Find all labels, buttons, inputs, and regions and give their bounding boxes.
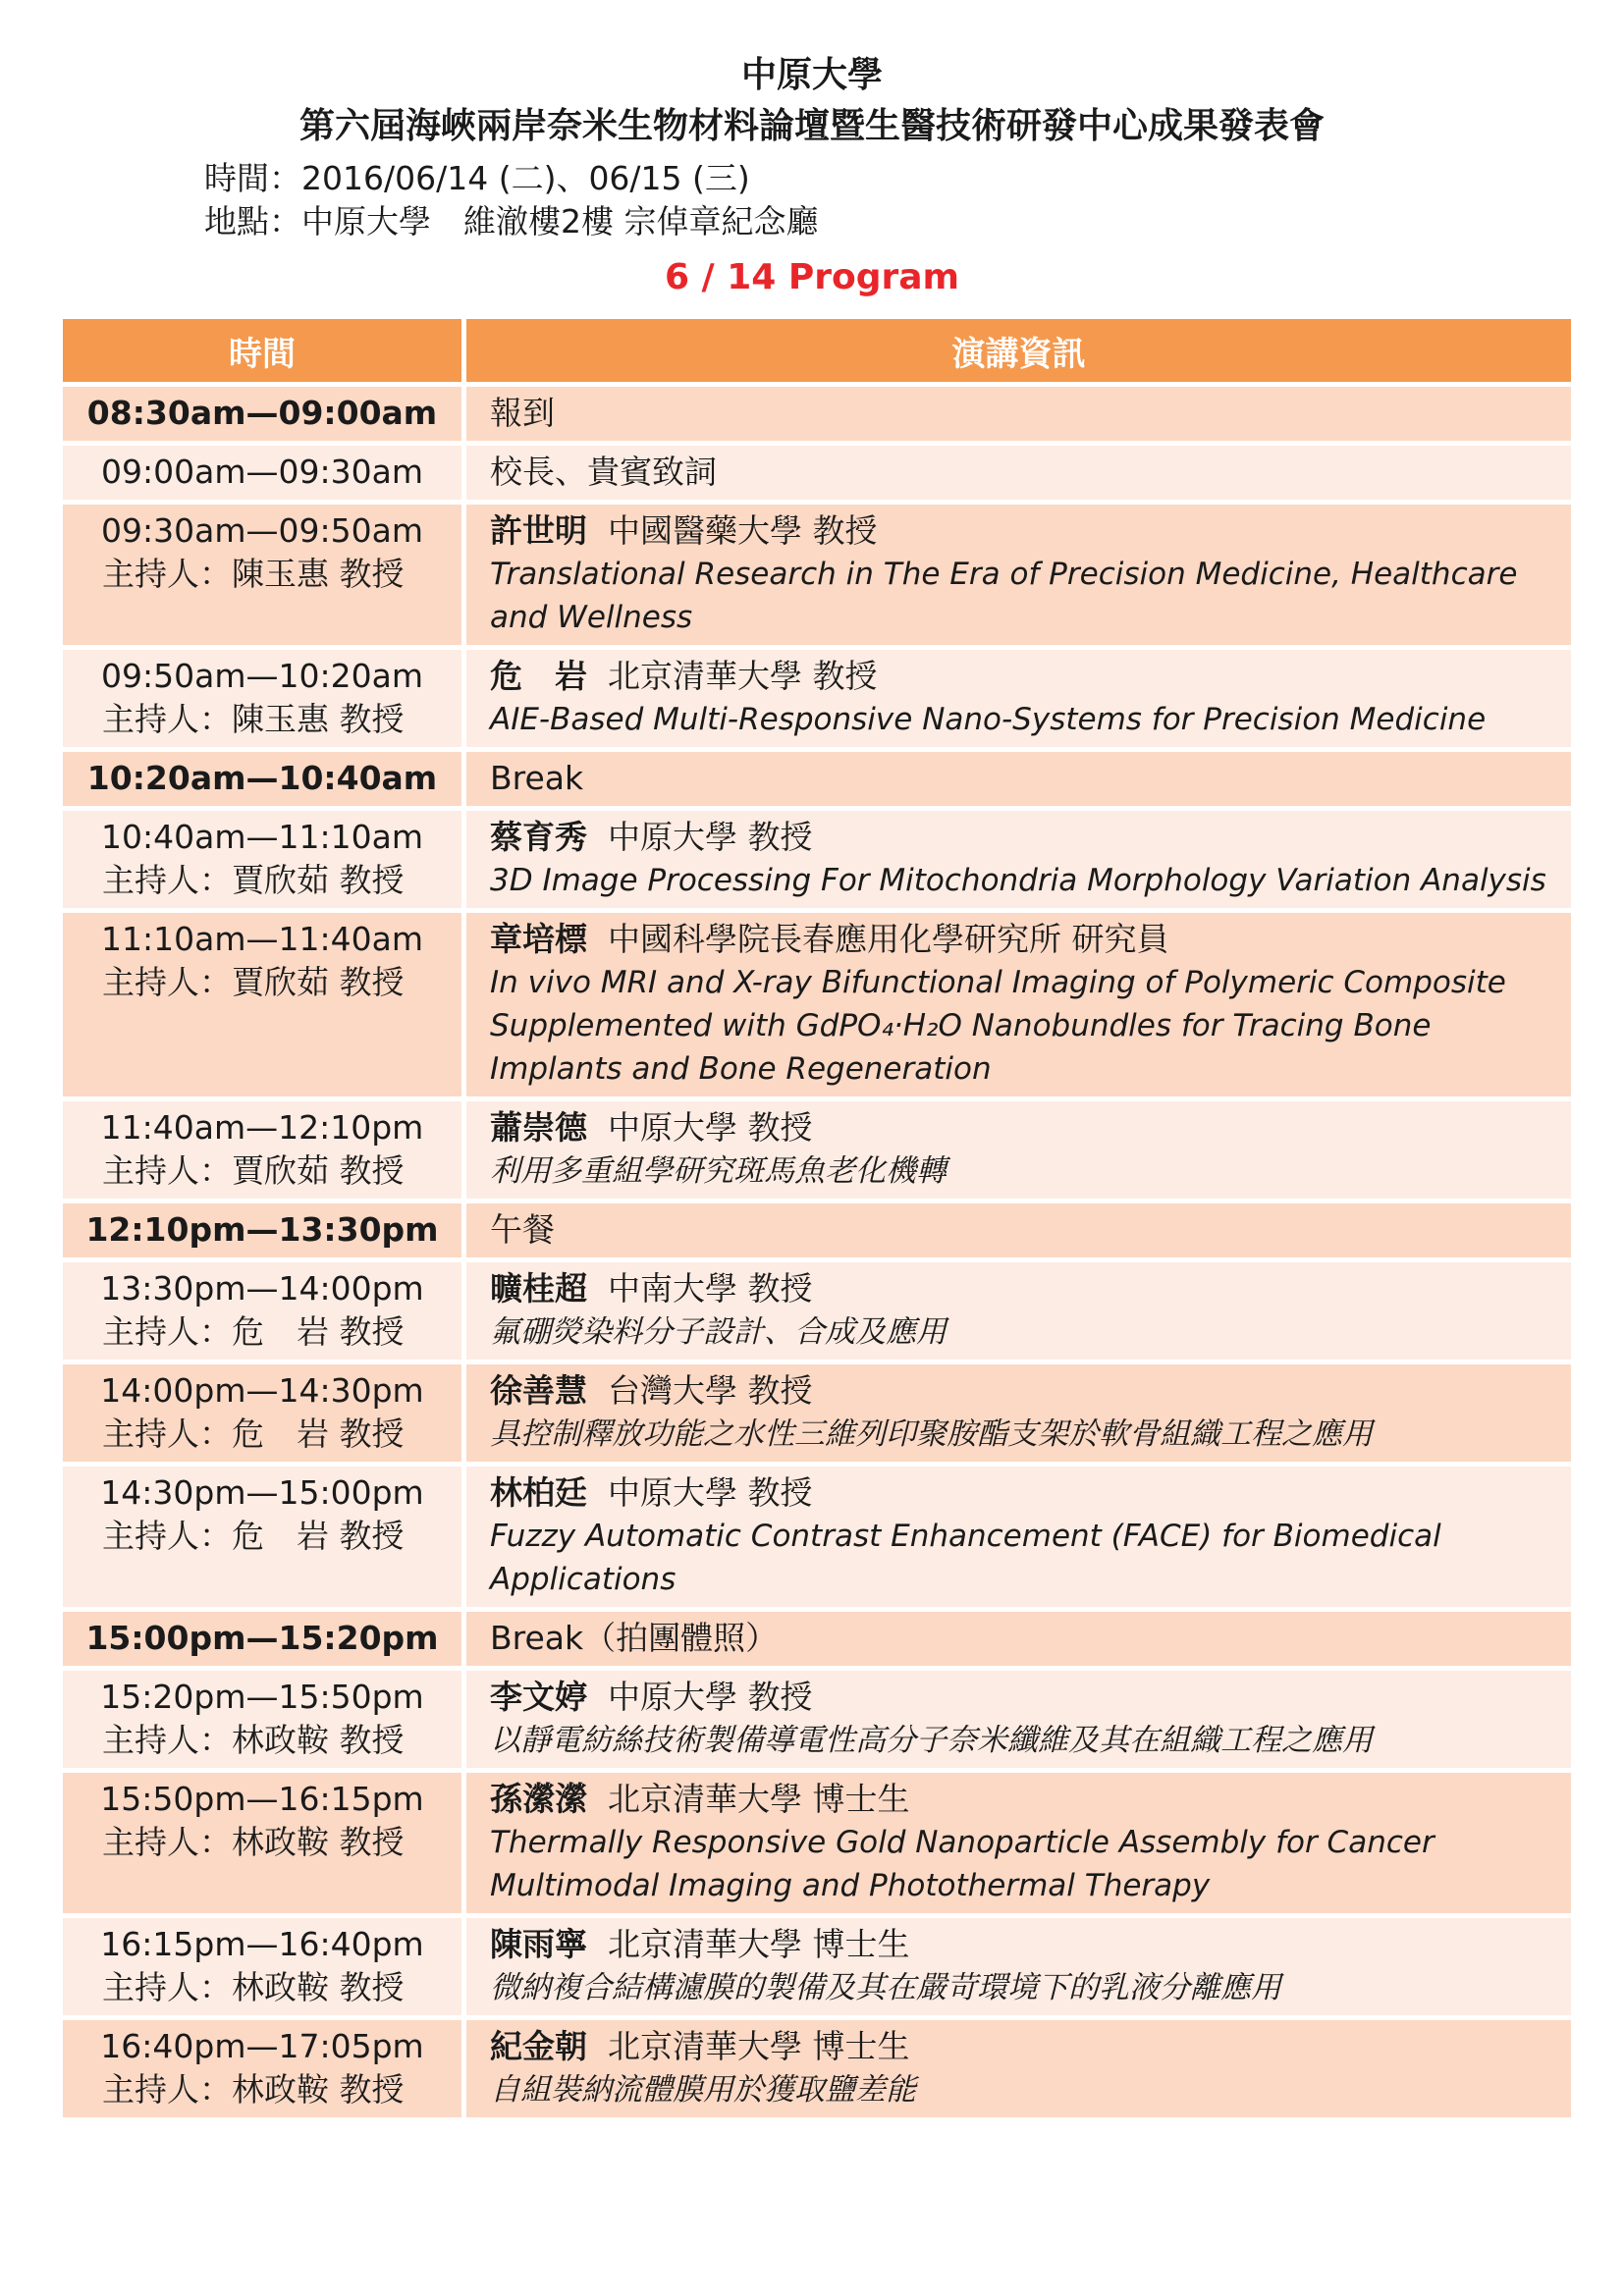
event-title: 第六屆海峽兩岸奈米生物材料論壇暨生醫技術研發中心成果發表會 bbox=[298, 106, 1325, 146]
table-row bbox=[63, 1467, 1571, 1607]
session-info: 午餐 bbox=[466, 1203, 1571, 1257]
talk-title: 3D Image Processing For Mitochondria Morphology Variation Analysis bbox=[490, 863, 1546, 898]
session-time-cell bbox=[63, 2020, 466, 2117]
session-info: 校長、貴賓致詞 bbox=[466, 446, 1571, 500]
talk-info bbox=[466, 1671, 1571, 1768]
talk-info bbox=[466, 811, 1571, 908]
talk-info bbox=[466, 1262, 1571, 1360]
speaker-affiliation: 中原大學 教授 bbox=[607, 1108, 813, 1147]
speaker-name: 紀金朝 bbox=[490, 2027, 587, 2065]
session-host: 主持人：林政鞍 教授 bbox=[102, 1721, 405, 1759]
table-header-row bbox=[63, 319, 1571, 382]
session-host: 主持人：賈欣茹 教授 bbox=[102, 861, 405, 899]
session-host: 主持人：危 岩 教授 bbox=[102, 1415, 405, 1453]
session-time: 14:30pm—15:00pm bbox=[100, 1473, 424, 1512]
talk-info bbox=[466, 913, 1571, 1096]
table-row bbox=[63, 650, 1571, 747]
table-row bbox=[63, 1612, 1571, 1666]
talk-info bbox=[466, 1364, 1571, 1462]
session-host: 主持人：危 岩 教授 bbox=[102, 1312, 405, 1351]
speaker-affiliation: 中南大學 教授 bbox=[607, 1269, 813, 1308]
speaker-affiliation: 中原大學 教授 bbox=[607, 1473, 813, 1512]
table-row bbox=[63, 505, 1571, 645]
speaker-affiliation: 中國科學院長春應用化學研究所 研究員 bbox=[607, 920, 1169, 958]
session-time-cell bbox=[63, 913, 466, 1096]
session-host: 主持人：危 岩 教授 bbox=[102, 1517, 405, 1555]
table-row bbox=[63, 1203, 1571, 1257]
session-host: 主持人：林政鞍 教授 bbox=[102, 2070, 405, 2109]
table-row bbox=[63, 387, 1571, 441]
talk-info bbox=[466, 505, 1571, 645]
session-time-cell bbox=[63, 1918, 466, 2015]
talk-title: In vivo MRI and X-ray Bifunctional Imaging of Polymeric Composite Supplemented with GdPO₄·H₂O Nanobundles for Tracing Bone Implants and Bone Regeneration bbox=[490, 965, 1506, 1087]
session-time-cell bbox=[63, 811, 466, 908]
talk-info bbox=[466, 650, 1571, 747]
university-title: 中原大學 bbox=[740, 55, 883, 95]
session-time: 16:15pm—16:40pm bbox=[100, 1925, 424, 1963]
session-time: 15:50pm—16:15pm bbox=[100, 1780, 424, 1818]
talk-title: Fuzzy Automatic Contrast Enhancement (FACE) for Biomedical Applications bbox=[490, 1519, 1441, 1597]
session-time: 16:40pm—17:05pm bbox=[100, 2027, 424, 2065]
talk-info bbox=[466, 1101, 1571, 1199]
talk-title: Thermally Responsive Gold Nanoparticle Assembly for Cancer Multimodal Imaging and Photothermal Therapy bbox=[490, 1825, 1435, 1903]
session-time: 09:00am—09:30am bbox=[63, 446, 466, 500]
speaker-affiliation: 中原大學 教授 bbox=[607, 1678, 813, 1716]
session-time: 11:40am—12:10pm bbox=[100, 1108, 424, 1147]
speaker-affiliation: 北京清華大學 博士生 bbox=[607, 1780, 910, 1818]
session-info: 報到 bbox=[466, 387, 1571, 441]
speaker-name: 徐善慧 bbox=[490, 1371, 587, 1410]
session-time-cell bbox=[63, 1773, 466, 1913]
table-row bbox=[63, 2020, 1571, 2117]
session-host: 主持人：林政鞍 教授 bbox=[102, 1968, 405, 2006]
session-time-cell bbox=[63, 505, 466, 645]
speaker-name: 危 岩 bbox=[490, 657, 587, 695]
session-time-cell bbox=[63, 1262, 466, 1360]
session-host: 主持人：陳玉惠 教授 bbox=[102, 555, 405, 593]
session-time: 13:30pm—14:00pm bbox=[100, 1269, 424, 1308]
talk-info bbox=[466, 1918, 1571, 2015]
session-time-cell bbox=[63, 1671, 466, 1768]
speaker-name: 陳雨寧 bbox=[490, 1925, 587, 1963]
table-row bbox=[63, 1671, 1571, 1768]
talk-info bbox=[466, 1773, 1571, 1913]
session-time: 14:00pm—14:30pm bbox=[100, 1371, 424, 1410]
speaker-name: 李文婷 bbox=[490, 1678, 587, 1716]
table-row bbox=[63, 913, 1571, 1096]
talk-title: 氟硼熒染料分子設計、合成及應用 bbox=[490, 1314, 947, 1350]
schedule-table bbox=[63, 314, 1571, 2122]
speaker-affiliation: 中國醫藥大學 教授 bbox=[607, 511, 878, 550]
session-time-cell bbox=[63, 1467, 466, 1607]
speaker-name: 林柏廷 bbox=[490, 1473, 587, 1512]
session-time-cell bbox=[63, 650, 466, 747]
col-header-info: 演講資訊 bbox=[466, 319, 1571, 382]
event-time: 時間：2016/06/14 (二)、06/15 (三) bbox=[204, 159, 750, 197]
speaker-name: 許世明 bbox=[490, 511, 587, 550]
speaker-affiliation: 北京清華大學 博士生 bbox=[607, 2027, 910, 2065]
talk-title: 具控制釋放功能之水性三維列印聚胺酯支架於軟骨組織工程之應用 bbox=[490, 1416, 1373, 1452]
speaker-name: 蕭崇德 bbox=[490, 1108, 587, 1147]
table-row bbox=[63, 1101, 1571, 1199]
talk-title: 微納複合結構濾膜的製備及其在嚴苛環境下的乳液分離應用 bbox=[490, 1970, 1281, 2005]
talk-title: 利用多重組學研究斑馬魚老化機轉 bbox=[490, 1153, 947, 1189]
table-row bbox=[63, 446, 1571, 500]
talk-info bbox=[466, 2020, 1571, 2117]
talk-info bbox=[466, 1467, 1571, 1607]
session-host: 主持人：林政鞍 教授 bbox=[102, 1823, 405, 1861]
table-row bbox=[63, 1364, 1571, 1462]
speaker-name: 曠桂超 bbox=[490, 1269, 587, 1308]
session-time: 10:40am—11:10am bbox=[101, 818, 423, 856]
speaker-affiliation: 北京清華大學 教授 bbox=[607, 657, 878, 695]
speaker-affiliation: 中原大學 教授 bbox=[607, 818, 813, 856]
session-host: 主持人：賈欣茹 教授 bbox=[102, 1151, 405, 1190]
session-time-cell bbox=[63, 1101, 466, 1199]
speaker-name: 孫瀠瀠 bbox=[490, 1780, 587, 1818]
session-time: 08:30am—09:00am bbox=[63, 387, 466, 441]
session-time: 15:00pm—15:20pm bbox=[63, 1612, 466, 1666]
speaker-affiliation: 台灣大學 教授 bbox=[607, 1371, 813, 1410]
session-time: 09:30am—09:50am bbox=[101, 511, 423, 550]
table-row bbox=[63, 752, 1571, 806]
table-row bbox=[63, 1773, 1571, 1913]
program-heading: 6 / 14 Program bbox=[664, 257, 960, 297]
session-info: Break bbox=[466, 752, 1571, 806]
speaker-affiliation: 北京清華大學 博士生 bbox=[607, 1925, 910, 1963]
table-row bbox=[63, 1262, 1571, 1360]
speaker-name: 蔡育秀 bbox=[490, 818, 587, 856]
talk-title: 以靜電紡絲技術製備導電性高分子奈米纖維及其在組織工程之應用 bbox=[490, 1723, 1373, 1758]
table-row bbox=[63, 1918, 1571, 2015]
session-host: 主持人：陳玉惠 教授 bbox=[102, 700, 405, 738]
session-time: 09:50am—10:20am bbox=[101, 657, 423, 695]
session-time: 12:10pm—13:30pm bbox=[63, 1203, 466, 1257]
talk-title: Translational Research in The Era of Precision Medicine, Healthcare and Wellness bbox=[490, 557, 1518, 635]
speaker-name: 章培標 bbox=[490, 920, 587, 958]
session-time: 11:10am—11:40am bbox=[101, 920, 423, 958]
session-time: 15:20pm—15:50pm bbox=[100, 1678, 424, 1716]
session-time: 10:20am—10:40am bbox=[63, 752, 466, 806]
talk-title: AIE-Based Multi-Responsive Nano-Systems for Precision Medicine bbox=[490, 702, 1487, 737]
session-host: 主持人：賈欣茹 教授 bbox=[102, 963, 405, 1001]
session-info: Break（拍團體照） bbox=[466, 1612, 1571, 1666]
table-row bbox=[63, 811, 1571, 908]
event-venue: 地點：中原大學 維澈樓2樓 宗倬章紀念廳 bbox=[204, 202, 819, 240]
col-header-time: 時間 bbox=[63, 319, 466, 382]
talk-title: 自組裝納流體膜用於獲取鹽差能 bbox=[490, 2072, 916, 2108]
session-time-cell bbox=[63, 1364, 466, 1462]
